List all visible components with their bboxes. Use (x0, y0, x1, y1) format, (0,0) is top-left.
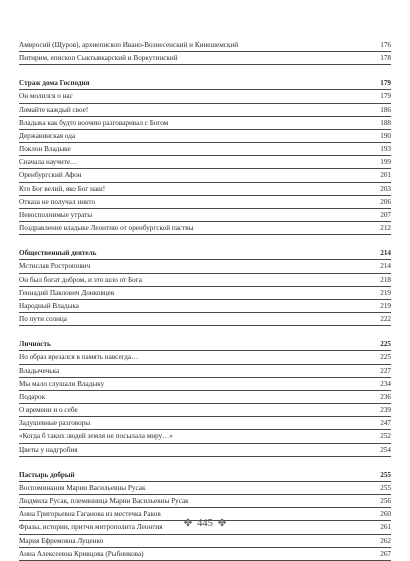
toc-entry (19, 39, 391, 52)
section-page-number: 214 (380, 249, 391, 258)
entry-title: Державинская ода (19, 131, 76, 140)
entry-title: Отказа не получал никто (19, 197, 96, 206)
entry-title: Он был богат добром, и это шло от Бога (19, 275, 142, 284)
toc-entry (19, 143, 391, 156)
entry-page-number: 178 (380, 54, 391, 63)
entry-page-number: 267 (380, 549, 391, 558)
entry-page-number: 201 (380, 171, 391, 180)
entry-title: Подарок (19, 392, 46, 401)
toc-entry (19, 130, 391, 143)
entry-page-number: 179 (380, 92, 391, 101)
entry-page-number: 255 (380, 483, 391, 492)
entry-title: Поздравление владыке Леонтию от оренбургской паствы (19, 224, 194, 233)
section-spacer (19, 457, 391, 469)
entry-title: Задушевные разговоры (19, 419, 91, 428)
entry-title: Амвросий (Щуров), архиепископ Ивано-Вознесенский и Кинешемский (19, 41, 239, 49)
toc-entry (19, 430, 391, 443)
entry-page-number: 260 (380, 510, 391, 519)
entry-title: Анна Алексеевна Кривцова (Рыбникова) (19, 549, 144, 558)
entry-title: Владычечька (19, 366, 60, 375)
entry-title: Кто Бог велий, яко Бог наш! (19, 184, 106, 193)
entry-page-number: 225 (380, 353, 391, 362)
entry-title: Он молился о нас (19, 92, 73, 101)
section-page-number: 179 (380, 79, 391, 88)
entry-page-number: 188 (380, 118, 391, 127)
toc-entry (19, 287, 391, 300)
toc-entry (19, 535, 391, 548)
entry-page-number: 218 (380, 275, 391, 284)
entry-page-number: 236 (380, 392, 391, 401)
section-title: Пастырь добрый (19, 470, 75, 479)
toc-entry (19, 300, 391, 313)
entry-page-number: 227 (380, 366, 391, 375)
entry-page-number: 193 (380, 145, 391, 154)
entry-page-number: 190 (380, 131, 391, 140)
toc-entry (19, 222, 391, 235)
toc-section-heading (19, 77, 391, 90)
toc-entry (19, 391, 391, 404)
entry-page-number: 234 (380, 379, 391, 388)
toc-entry (19, 274, 391, 287)
toc-entry (19, 313, 391, 326)
toc-entry (19, 117, 391, 130)
section-page-number: 225 (380, 340, 391, 349)
entry-title: Фразы, истории, притчи митрополита Леонтия (19, 523, 163, 532)
toc-entry (19, 495, 391, 508)
entry-title: Невосполнимые утраты (19, 211, 93, 220)
section-title: Страж дома Господня (19, 79, 90, 88)
toc-entry (19, 104, 391, 117)
entry-title: Людмила Русак, племянница Марии Васильевны Русак (19, 497, 189, 505)
toc-entry (19, 444, 391, 457)
entry-page-number: 219 (380, 301, 391, 310)
page-number: 445 (197, 518, 213, 529)
entry-title: О времени и о себе (19, 406, 78, 415)
section-spacer (19, 65, 391, 77)
entry-title: Народный Владыка (19, 301, 79, 310)
entry-title: Анна Григорьевна Гаганова из местечка Раков (19, 510, 161, 519)
toc-entry (19, 365, 391, 378)
entry-page-number: 239 (380, 406, 391, 415)
toc-entry (19, 404, 391, 417)
entry-title: Воспоминания Марии Васильевны Русак (19, 483, 146, 492)
section-page-number: 255 (380, 470, 391, 479)
entry-page-number: 214 (380, 262, 391, 271)
entry-title: Поклон Владыке (19, 145, 71, 154)
entry-page-number: 199 (380, 158, 391, 167)
entry-title: Геннадий Павлович Донковцев (19, 288, 115, 297)
entry-title: Оренбургский Афон (19, 171, 82, 180)
toc-entry (19, 548, 391, 561)
fleuron-icon: ✤ (217, 518, 227, 529)
entry-page-number: 256 (380, 497, 391, 505)
entry-title: «Когда б таких людей земля не посылала миру…» (19, 432, 173, 441)
entry-page-number: 247 (380, 419, 391, 428)
toc-entry (19, 183, 391, 196)
fleuron-icon: ✤ (183, 518, 193, 529)
entry-page-number: 219 (380, 288, 391, 297)
entry-page-number: 206 (380, 197, 391, 206)
entry-page-number: 186 (380, 105, 391, 114)
toc-section-heading (19, 338, 391, 351)
entry-title: Но образ врезался в память навсегда… (19, 353, 139, 362)
toc-entry (19, 482, 391, 495)
entry-page-number: 262 (380, 536, 391, 545)
entry-page-number: 207 (380, 211, 391, 220)
entry-page-number: 254 (380, 445, 391, 454)
section-spacer (19, 235, 391, 247)
section-title: Личность (19, 340, 51, 349)
section-title: Общественный деятель (19, 249, 97, 258)
toc-section-heading (19, 247, 391, 260)
entry-page-number: 176 (380, 41, 391, 49)
entry-title: Ломайте каждый свое! (19, 105, 89, 114)
entry-title: Владыка как будто воочию разговаривал с Богом (19, 118, 169, 127)
entry-page-number: 222 (380, 315, 391, 324)
toc-entry (19, 196, 391, 209)
entry-title: Мстислав Ростропович (19, 262, 91, 271)
entry-title: Сначала научите… (19, 158, 78, 167)
toc-entry (19, 90, 391, 103)
entry-title: Мария Ефремовна Луценко (19, 536, 104, 545)
toc-section-heading (19, 469, 391, 482)
toc-entry (19, 260, 391, 273)
table-of-contents (19, 39, 391, 561)
entry-title: Цветы у надгробия (19, 445, 78, 454)
entry-title: По пути солнца (19, 315, 67, 324)
section-spacer (19, 326, 391, 338)
entry-title: Питирим, епископ Сыктывкарский и Воркутинский (19, 54, 178, 63)
toc-entry (19, 417, 391, 430)
toc-entry (19, 351, 391, 364)
entry-page-number: 261 (380, 523, 391, 532)
entry-page-number: 203 (380, 184, 391, 193)
page-footer (0, 518, 410, 529)
toc-entry (19, 209, 391, 222)
toc-entry (19, 169, 391, 182)
entry-title: Мы мало слушали Владыку (19, 379, 105, 388)
entry-page-number: 252 (380, 432, 391, 441)
toc-entry (19, 156, 391, 169)
entry-page-number: 212 (380, 224, 391, 233)
toc-entry (19, 378, 391, 391)
toc-entry (19, 52, 391, 65)
